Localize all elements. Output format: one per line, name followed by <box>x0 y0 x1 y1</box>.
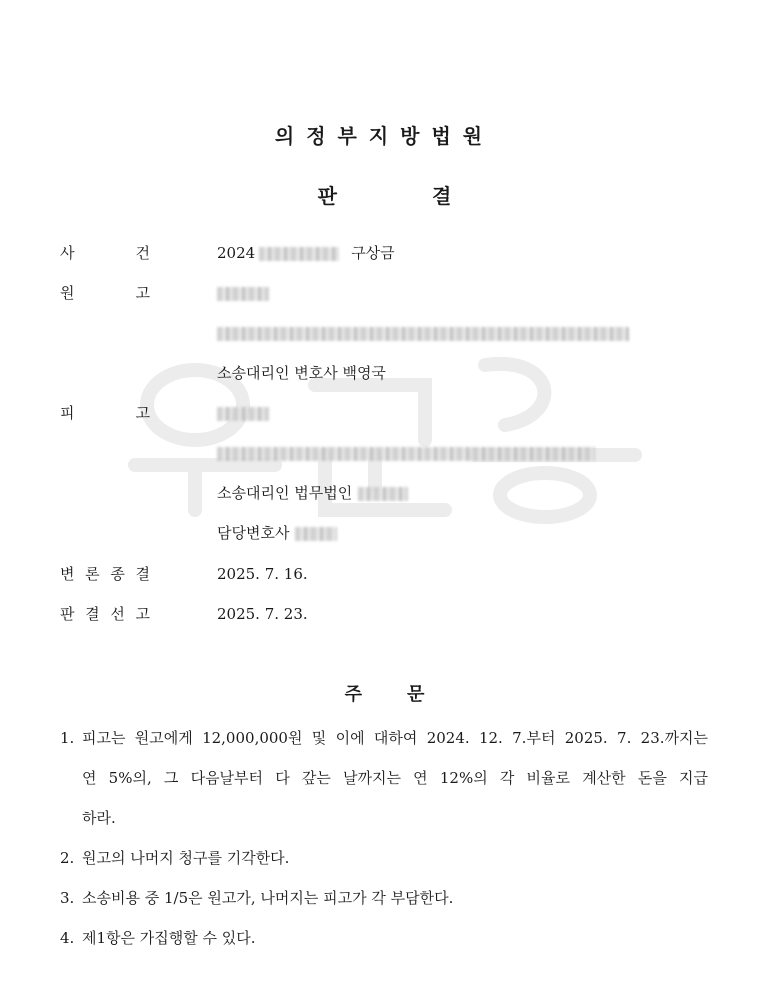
plaintiff-representative-row <box>0 362 769 384</box>
order-item-line: 하라. <box>82 809 116 827</box>
plaintiff-name <box>217 282 269 304</box>
case-label: 사 건 <box>60 244 150 262</box>
order-item-4 <box>60 918 708 958</box>
order-item-text: 소송비용 중 1/5은 원고가, 나머지는 피고가 각 부담한다. <box>82 889 454 907</box>
redacted-case-number <box>259 247 339 261</box>
order-item-number: 4. <box>60 929 75 947</box>
defendant-attorney: 담당변호사 <box>217 522 337 544</box>
order-item-text: 제1항은 가집행할 수 있다. <box>82 929 256 947</box>
defendant-representative-row <box>0 482 769 504</box>
redacted-defendant-name <box>217 407 269 421</box>
order-item-line: 연 5%의, 그 다음날부터 다 갚는 날까지는 연 12%의 각 비율로 계산한 돈을 지급 <box>82 769 708 787</box>
redacted-attorney-name <box>295 527 337 541</box>
title-char-pan: 판 <box>317 184 337 208</box>
order-item-number: 3. <box>60 889 75 907</box>
judgment-row <box>0 603 769 625</box>
order-item-line: 피고는 원고에게 12,000,000원 및 이에 대하여 2024. 12. 7.부터 2025. 7. 23.까지는 <box>82 729 708 747</box>
plaintiff-address <box>217 322 629 344</box>
order-item-1 <box>60 718 708 838</box>
plaintiff-address-row <box>0 322 769 344</box>
defendant-row <box>0 402 769 424</box>
order-item-number: 2. <box>60 849 75 867</box>
defendant-address <box>217 442 595 464</box>
plaintiff-representative: 소송대리인 변호사 백영국 <box>217 364 386 382</box>
case-row <box>0 242 769 264</box>
defendant-representative: 소송대리인 법무법인 <box>217 482 408 504</box>
order-item-2 <box>60 838 708 878</box>
judgment-label: 판 결 선 고 <box>60 605 150 623</box>
redacted-defendant-address <box>217 447 595 461</box>
order-item-number: 1. <box>60 729 75 747</box>
order-item-3 <box>60 878 708 918</box>
defendant-label: 피 고 <box>60 404 150 422</box>
title-char-gyeol: 결 <box>432 184 452 208</box>
case-number: 2024 구상금 <box>217 244 395 262</box>
plaintiff-row <box>0 282 769 304</box>
defendant-name <box>217 402 269 424</box>
document-title <box>0 180 769 209</box>
redacted-plaintiff-address <box>217 327 629 341</box>
plaintiff-label: 원 고 <box>60 284 150 302</box>
closing-date: 2025. 7. 16. <box>217 565 308 583</box>
redacted-plaintiff-name <box>217 287 269 301</box>
closing-label: 변 론 종 결 <box>60 565 150 583</box>
judgment-date: 2025. 7. 23. <box>217 605 308 623</box>
defendant-attorney-row <box>0 522 769 544</box>
order-title: 주 문 <box>344 684 425 705</box>
court-name: 의정부지방법원 <box>274 124 495 148</box>
defendant-address-row <box>0 442 769 464</box>
order-item-text: 원고의 나머지 청구를 기각한다. <box>82 849 290 867</box>
closing-row <box>0 563 769 585</box>
redacted-law-firm <box>358 487 408 501</box>
